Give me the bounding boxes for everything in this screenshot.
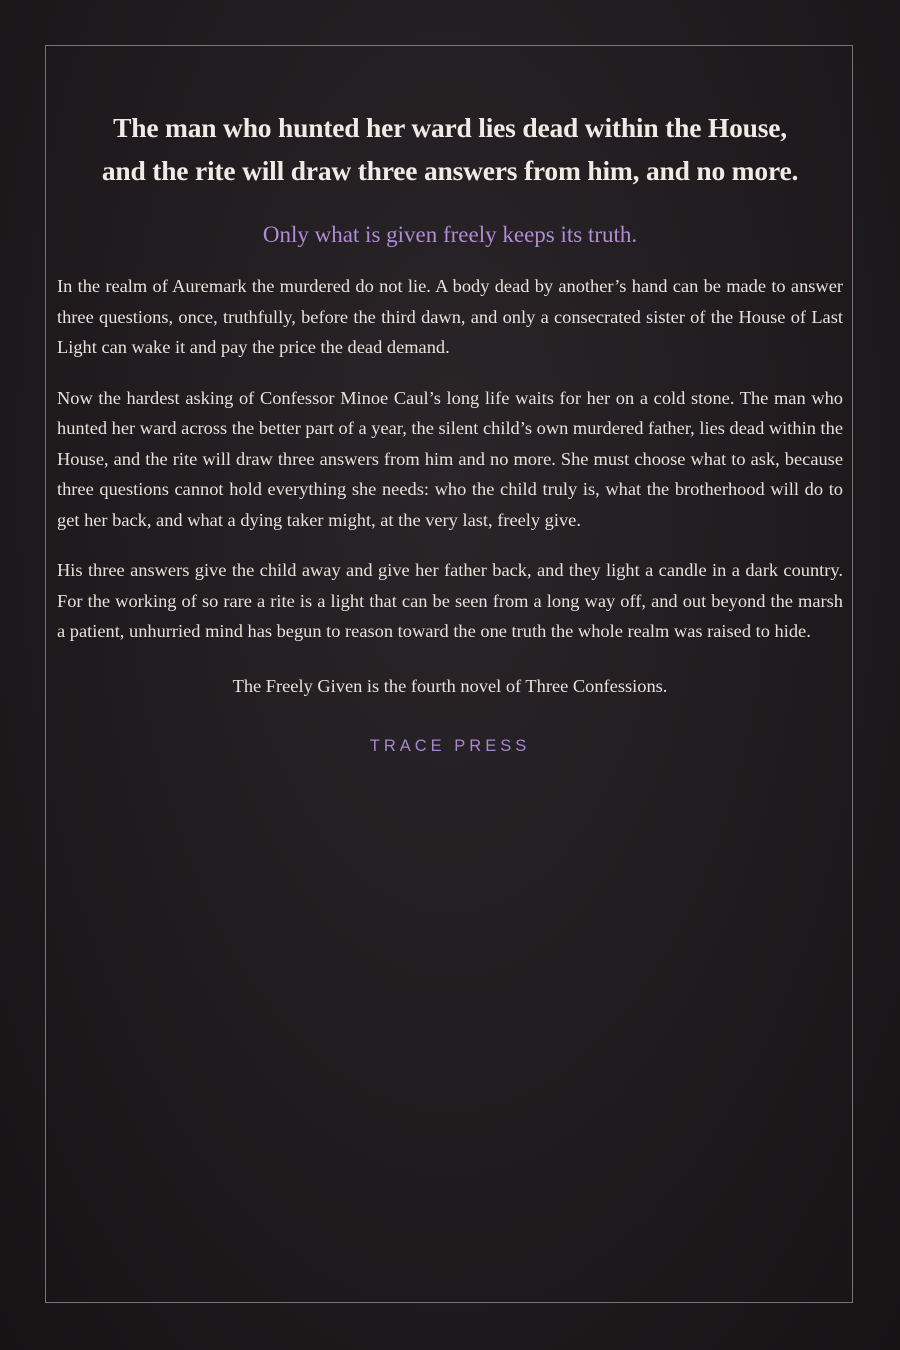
blurb-paragraph-3: His three answers give the child away and give her father back, and they light a candle in a dark country. For the working of so rare a rite is a light that can be seen from a long way off, and out beyond the marsh a patient, unhurried mind has begun to reason toward the one truth the whole realm was raised to hide. [57,560,843,641]
headline-line-1: The man who hunted her ward lies dead within the House, [113,112,787,143]
headline [57,106,843,192]
blurb-paragraph-2: Now the hardest asking of Confessor Minoe Caul’s long life waits for her on a cold stone. The man who hunted her ward across the better part of a year, the silent child’s own murdered father, lies dead within the House, and the rite will draw three answers from him and no more. She must choose what to ask, because three questions cannot hold everything she needs: who the child truly is, what the brotherhood will do to get her back, and what a dying taker might, at the very last, freely give. [57,387,843,530]
back-cover-content [57,106,843,757]
tagline: Only what is given freely keeps its truth. [262,222,638,247]
publisher-name: TRACE PRESS [369,736,531,755]
series-note: The Freely Given is the fourth novel of Three Confessions. [232,675,668,696]
headline-line-2: and the rite will draw three answers from him, and no more. [101,155,799,186]
blurb-paragraph-1: In the realm of Auremark the murdered do not lie. A body dead by another’s hand can be made to answer three questions, once, truthfully, before the third dawn, and only a consecrated sister of the House of Last Light can wake it and pay the price the dead demand. [57,276,843,357]
